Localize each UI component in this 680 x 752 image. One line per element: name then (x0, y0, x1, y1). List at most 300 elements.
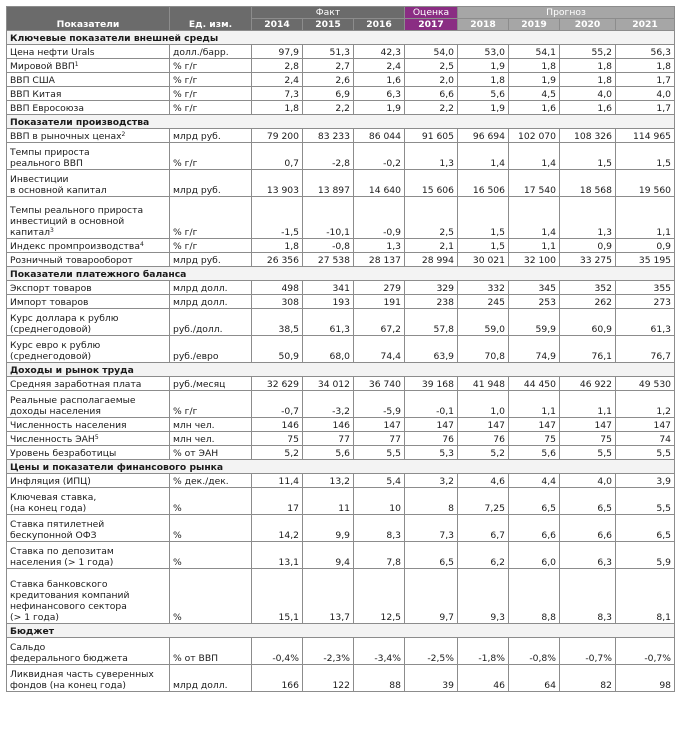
value-cell: -0,4% (252, 638, 303, 665)
value-cell: 166 (252, 665, 303, 692)
year-header: 2014 (252, 19, 303, 31)
unit-cell: % г/г (170, 143, 252, 170)
value-cell: 6,6 (560, 515, 616, 542)
value-cell: 147 (560, 418, 616, 432)
value-cell: 36 740 (354, 377, 405, 391)
indicator-label: Инвестиции в основной капитал (7, 170, 170, 197)
value-cell: 146 (252, 418, 303, 432)
value-cell: 1,4 (509, 143, 560, 170)
value-cell: 108 326 (560, 129, 616, 143)
unit-cell: руб./месяц (170, 377, 252, 391)
value-cell: 96 694 (458, 129, 509, 143)
header-group-row (7, 7, 675, 19)
value-cell: 32 629 (252, 377, 303, 391)
unit-cell: % (170, 542, 252, 569)
value-cell: 70,8 (458, 336, 509, 363)
value-cell: 32 100 (509, 253, 560, 267)
value-cell: 42,3 (354, 45, 405, 59)
value-cell: 77 (354, 432, 405, 446)
value-cell: 146 (303, 418, 354, 432)
value-cell: 6,5 (616, 515, 675, 542)
value-cell: 6,6 (509, 515, 560, 542)
value-cell: 5,2 (458, 446, 509, 460)
value-cell: 82 (560, 665, 616, 692)
value-cell: 6,3 (354, 87, 405, 101)
year-header: 2020 (560, 19, 616, 31)
section-header-row (7, 115, 675, 129)
table-row (7, 336, 675, 363)
unit-cell: % г/г (170, 73, 252, 87)
unit-cell: долл./барр. (170, 45, 252, 59)
table-row (7, 446, 675, 460)
indicator-label: Сальдо федерального бюджета (7, 638, 170, 665)
footnote-marker: 1 (74, 61, 79, 68)
value-cell: 1,6 (354, 73, 405, 87)
value-cell: -10,1 (303, 197, 354, 239)
table-row (7, 129, 675, 143)
unit-cell: руб./долл. (170, 309, 252, 336)
value-cell: -3,4% (354, 638, 405, 665)
section-title: Бюджет (7, 624, 675, 638)
value-cell: 9,7 (405, 569, 458, 624)
value-cell: 279 (354, 281, 405, 295)
value-cell: 0,9 (616, 239, 675, 253)
value-cell: 1,5 (560, 143, 616, 170)
unit-cell: % г/г (170, 101, 252, 115)
value-cell: 76,7 (616, 336, 675, 363)
value-cell: 2,0 (405, 73, 458, 87)
table-body (7, 31, 675, 692)
table-row (7, 143, 675, 170)
value-cell: 26 356 (252, 253, 303, 267)
value-cell: 3,2 (405, 474, 458, 488)
value-cell: 5,2 (252, 446, 303, 460)
unit-cell: млрд руб. (170, 129, 252, 143)
value-cell: 1,1 (509, 239, 560, 253)
section-header-row (7, 267, 675, 281)
value-cell: 91 605 (405, 129, 458, 143)
unit-cell: % г/г (170, 59, 252, 73)
value-cell: 3,9 (616, 474, 675, 488)
value-cell: 1,1 (509, 391, 560, 418)
table-row (7, 638, 675, 665)
table-row (7, 488, 675, 515)
value-cell: 11 (303, 488, 354, 515)
table-row (7, 45, 675, 59)
value-cell: 0,7 (252, 143, 303, 170)
indicator-label: Ставка банковского кредитования компаний нефинансового сектора (> 1 года) (7, 569, 170, 624)
year-header: 2016 (354, 19, 405, 31)
value-cell: 332 (458, 281, 509, 295)
indicator-label: ВВП Китая (7, 87, 170, 101)
unit-cell: млрд руб. (170, 170, 252, 197)
value-cell: 88 (354, 665, 405, 692)
year-header: 2021 (616, 19, 675, 31)
indicator-label: Уровень безработицы (7, 446, 170, 460)
value-cell: 34 012 (303, 377, 354, 391)
value-cell: 27 538 (303, 253, 354, 267)
value-cell: -1,5 (252, 197, 303, 239)
footnote-marker: 4 (139, 241, 144, 248)
table-row (7, 474, 675, 488)
indicator-label: Реальные располагаемые доходы населения (7, 391, 170, 418)
value-cell: 273 (616, 295, 675, 309)
value-cell: 61,3 (303, 309, 354, 336)
unit-cell: % дек./дек. (170, 474, 252, 488)
value-cell: 262 (560, 295, 616, 309)
value-cell: 6,0 (509, 542, 560, 569)
indicator-label: Темпы прироста реального ВВП (7, 143, 170, 170)
unit-cell: млн чел. (170, 432, 252, 446)
year-header: 2017 (405, 19, 458, 31)
value-cell: -1,8% (458, 638, 509, 665)
value-cell: 2,4 (354, 59, 405, 73)
value-cell: 33 275 (560, 253, 616, 267)
section-header-row (7, 31, 675, 45)
value-cell: 4,0 (560, 474, 616, 488)
value-cell: 18 568 (560, 170, 616, 197)
indicator-label: Инфляция (ИПЦ) (7, 474, 170, 488)
value-cell: 352 (560, 281, 616, 295)
unit-cell: млрд долл. (170, 281, 252, 295)
value-cell: 1,9 (458, 101, 509, 115)
value-cell: 75 (509, 432, 560, 446)
value-cell: 6,7 (458, 515, 509, 542)
value-cell: 14 640 (354, 170, 405, 197)
value-cell: 147 (405, 418, 458, 432)
value-cell: 60,9 (560, 309, 616, 336)
value-cell: 8,1 (616, 569, 675, 624)
value-cell: 76 (458, 432, 509, 446)
value-cell: 83 233 (303, 129, 354, 143)
value-cell: 2,7 (303, 59, 354, 73)
value-cell: 86 044 (354, 129, 405, 143)
value-cell: 38,5 (252, 309, 303, 336)
value-cell: -2,5% (405, 638, 458, 665)
table-row (7, 73, 675, 87)
table-row (7, 87, 675, 101)
value-cell: -3,2 (303, 391, 354, 418)
value-cell: 64 (509, 665, 560, 692)
value-cell: 53,0 (458, 45, 509, 59)
value-cell: 19 560 (616, 170, 675, 197)
value-cell: 8,3 (354, 515, 405, 542)
value-cell: 8 (405, 488, 458, 515)
value-cell: 5,6 (303, 446, 354, 460)
value-cell: 6,6 (405, 87, 458, 101)
value-cell: 1,5 (458, 197, 509, 239)
value-cell: 13,1 (252, 542, 303, 569)
unit-cell: млрд руб. (170, 253, 252, 267)
value-cell: 79 200 (252, 129, 303, 143)
unit-cell: % г/г (170, 391, 252, 418)
value-cell: 4,5 (509, 87, 560, 101)
value-cell: 13,2 (303, 474, 354, 488)
value-cell: 15,1 (252, 569, 303, 624)
value-cell: 191 (354, 295, 405, 309)
value-cell: 8,8 (509, 569, 560, 624)
unit-cell: руб./евро (170, 336, 252, 363)
table-row (7, 569, 675, 624)
value-cell: 1,7 (616, 101, 675, 115)
value-cell: 5,6 (509, 446, 560, 460)
indicator-label: Темпы реального прироста инвестиций в основной капитал$^3$ (7, 197, 170, 239)
value-cell: 5,5 (560, 446, 616, 460)
indicator-label: Курс евро к рублю (среднегодовой) (7, 336, 170, 363)
value-cell: 54,0 (405, 45, 458, 59)
unit-cell: % г/г (170, 239, 252, 253)
value-cell: 5,4 (354, 474, 405, 488)
table-row (7, 377, 675, 391)
value-cell: 2,1 (405, 239, 458, 253)
value-cell: 4,0 (616, 87, 675, 101)
value-cell: 9,4 (303, 542, 354, 569)
indicator-label: Курс доллара к рублю (среднегодовой) (7, 309, 170, 336)
value-cell: 50,9 (252, 336, 303, 363)
value-cell: 238 (405, 295, 458, 309)
value-cell: 75 (560, 432, 616, 446)
value-cell: 4,0 (560, 87, 616, 101)
indicator-label: Ликвидная часть суверенных фондов (на конец года) (7, 665, 170, 692)
unit-cell: % (170, 488, 252, 515)
indicator-label: Ставка пятилетней бескупонной ОФЗ (7, 515, 170, 542)
indicator-label: ВВП США (7, 73, 170, 87)
table-row (7, 295, 675, 309)
value-cell: 329 (405, 281, 458, 295)
value-cell: 1,8 (616, 59, 675, 73)
value-cell: 9,9 (303, 515, 354, 542)
value-cell: 2,6 (303, 73, 354, 87)
value-cell: 57,8 (405, 309, 458, 336)
unit-cell: % от ВВП (170, 638, 252, 665)
indicator-label: Численность ЭАН$^5$ (7, 432, 170, 446)
forecast-group-header: Прогноз (458, 7, 675, 19)
value-cell: -0,9 (354, 197, 405, 239)
value-cell: 44 450 (509, 377, 560, 391)
section-header-row (7, 460, 675, 474)
value-cell: 6,3 (560, 542, 616, 569)
value-cell: 97,9 (252, 45, 303, 59)
fact-group-header: Факт (252, 7, 405, 19)
value-cell: 56,3 (616, 45, 675, 59)
value-cell: 1,1 (560, 391, 616, 418)
value-cell: 1,4 (509, 197, 560, 239)
value-cell: 147 (458, 418, 509, 432)
value-cell: 6,9 (303, 87, 354, 101)
value-cell: 1,9 (458, 59, 509, 73)
estimate-group-header: Оценка (405, 7, 458, 19)
value-cell: 28 137 (354, 253, 405, 267)
value-cell: 8,3 (560, 569, 616, 624)
value-cell: -0,1 (405, 391, 458, 418)
value-cell: 6,2 (458, 542, 509, 569)
value-cell: 1,6 (509, 101, 560, 115)
table-header (7, 7, 675, 31)
value-cell: 0,9 (560, 239, 616, 253)
table-row (7, 170, 675, 197)
table-row (7, 418, 675, 432)
value-cell: 10 (354, 488, 405, 515)
value-cell: 1,8 (560, 73, 616, 87)
value-cell: 28 994 (405, 253, 458, 267)
value-cell: 1,8 (252, 101, 303, 115)
value-cell: 1,6 (560, 101, 616, 115)
value-cell: 54,1 (509, 45, 560, 59)
value-cell: 75 (252, 432, 303, 446)
unit-cell: млн чел. (170, 418, 252, 432)
value-cell: -2,8 (303, 143, 354, 170)
value-cell: 30 021 (458, 253, 509, 267)
value-cell: 15 606 (405, 170, 458, 197)
value-cell: 147 (354, 418, 405, 432)
value-cell: 17 (252, 488, 303, 515)
value-cell: 1,9 (354, 101, 405, 115)
value-cell: 46 922 (560, 377, 616, 391)
value-cell: 1,3 (405, 143, 458, 170)
year-header: 2015 (303, 19, 354, 31)
footnote-marker: 5 (94, 434, 99, 441)
value-cell: 2,2 (405, 101, 458, 115)
value-cell: 308 (252, 295, 303, 309)
value-cell: -5,9 (354, 391, 405, 418)
table-row (7, 281, 675, 295)
value-cell: 1,3 (560, 197, 616, 239)
value-cell: 253 (509, 295, 560, 309)
table-row (7, 309, 675, 336)
section-title: Доходы и рынок труда (7, 363, 675, 377)
indicator-label: Цена нефти Urals (7, 45, 170, 59)
forecast-table (6, 6, 675, 692)
value-cell: 49 530 (616, 377, 675, 391)
value-cell: 74,9 (509, 336, 560, 363)
value-cell: 13 903 (252, 170, 303, 197)
value-cell: 114 965 (616, 129, 675, 143)
value-cell: 13 897 (303, 170, 354, 197)
value-cell: 355 (616, 281, 675, 295)
value-cell: 7,3 (405, 515, 458, 542)
value-cell: 4,4 (509, 474, 560, 488)
value-cell: 147 (616, 418, 675, 432)
value-cell: 5,3 (405, 446, 458, 460)
unit-cell: % г/г (170, 87, 252, 101)
value-cell: 7,25 (458, 488, 509, 515)
value-cell: 17 540 (509, 170, 560, 197)
table-row (7, 665, 675, 692)
value-cell: 6,5 (509, 488, 560, 515)
value-cell: 193 (303, 295, 354, 309)
value-cell: 9,3 (458, 569, 509, 624)
unit-cell: % от ЭАН (170, 446, 252, 460)
value-cell: 77 (303, 432, 354, 446)
value-cell: 12,5 (354, 569, 405, 624)
unit-cell: млрд долл. (170, 295, 252, 309)
value-cell: 5,5 (354, 446, 405, 460)
value-cell: 11,4 (252, 474, 303, 488)
indicator-label: Экспорт товаров (7, 281, 170, 295)
value-cell: 1,5 (616, 143, 675, 170)
value-cell: 1,2 (616, 391, 675, 418)
value-cell: -0,2 (354, 143, 405, 170)
value-cell: -0,8% (509, 638, 560, 665)
value-cell: 76,1 (560, 336, 616, 363)
indicator-label: Ставка по депозитам населения (> 1 года) (7, 542, 170, 569)
value-cell: 39 168 (405, 377, 458, 391)
value-cell: 14,2 (252, 515, 303, 542)
value-cell: 1,3 (354, 239, 405, 253)
table-row (7, 542, 675, 569)
value-cell: 16 506 (458, 170, 509, 197)
indicator-label: Численность населения (7, 418, 170, 432)
unit-cell: % (170, 515, 252, 542)
section-title: Ключевые показатели внешней среды (7, 31, 675, 45)
indicator-header: Показатели (7, 7, 170, 31)
unit-cell: млрд долл. (170, 665, 252, 692)
unit-header: Ед. изм. (170, 7, 252, 31)
year-header: 2018 (458, 19, 509, 31)
section-header-row (7, 363, 675, 377)
table-row (7, 197, 675, 239)
value-cell: 59,0 (458, 309, 509, 336)
value-cell: 61,3 (616, 309, 675, 336)
value-cell: 147 (509, 418, 560, 432)
footnote-marker: 3 (50, 227, 54, 234)
value-cell: 74,4 (354, 336, 405, 363)
value-cell: 4,6 (458, 474, 509, 488)
value-cell: 1,0 (458, 391, 509, 418)
value-cell: 5,6 (458, 87, 509, 101)
value-cell: 341 (303, 281, 354, 295)
indicator-label: Мировой ВВП$^1$ (7, 59, 170, 73)
value-cell: 1,8 (252, 239, 303, 253)
value-cell: 122 (303, 665, 354, 692)
value-cell: 1,7 (616, 73, 675, 87)
value-cell: 63,9 (405, 336, 458, 363)
value-cell: 1,8 (560, 59, 616, 73)
unit-cell: % (170, 569, 252, 624)
value-cell: 59,9 (509, 309, 560, 336)
table-row (7, 59, 675, 73)
indicator-label: Средняя заработная плата (7, 377, 170, 391)
value-cell: 74 (616, 432, 675, 446)
value-cell: 1,9 (509, 73, 560, 87)
indicator-label: Импорт товаров (7, 295, 170, 309)
value-cell: 498 (252, 281, 303, 295)
section-title: Показатели платежного баланса (7, 267, 675, 281)
value-cell: 1,8 (509, 59, 560, 73)
value-cell: 102 070 (509, 129, 560, 143)
unit-cell: % г/г (170, 197, 252, 239)
value-cell: 46 (458, 665, 509, 692)
value-cell: 2,8 (252, 59, 303, 73)
table-row (7, 515, 675, 542)
value-cell: 67,2 (354, 309, 405, 336)
value-cell: 7,3 (252, 87, 303, 101)
value-cell: 5,5 (616, 446, 675, 460)
value-cell: 35 195 (616, 253, 675, 267)
value-cell: 68,0 (303, 336, 354, 363)
table-row (7, 391, 675, 418)
value-cell: -0,7 (252, 391, 303, 418)
year-header: 2019 (509, 19, 560, 31)
value-cell: -0,7% (560, 638, 616, 665)
value-cell: 55,2 (560, 45, 616, 59)
section-header-row (7, 624, 675, 638)
value-cell: 2,5 (405, 197, 458, 239)
value-cell: 345 (509, 281, 560, 295)
table-row (7, 239, 675, 253)
indicator-label: Ключевая ставка, (на конец года) (7, 488, 170, 515)
value-cell: 2,4 (252, 73, 303, 87)
